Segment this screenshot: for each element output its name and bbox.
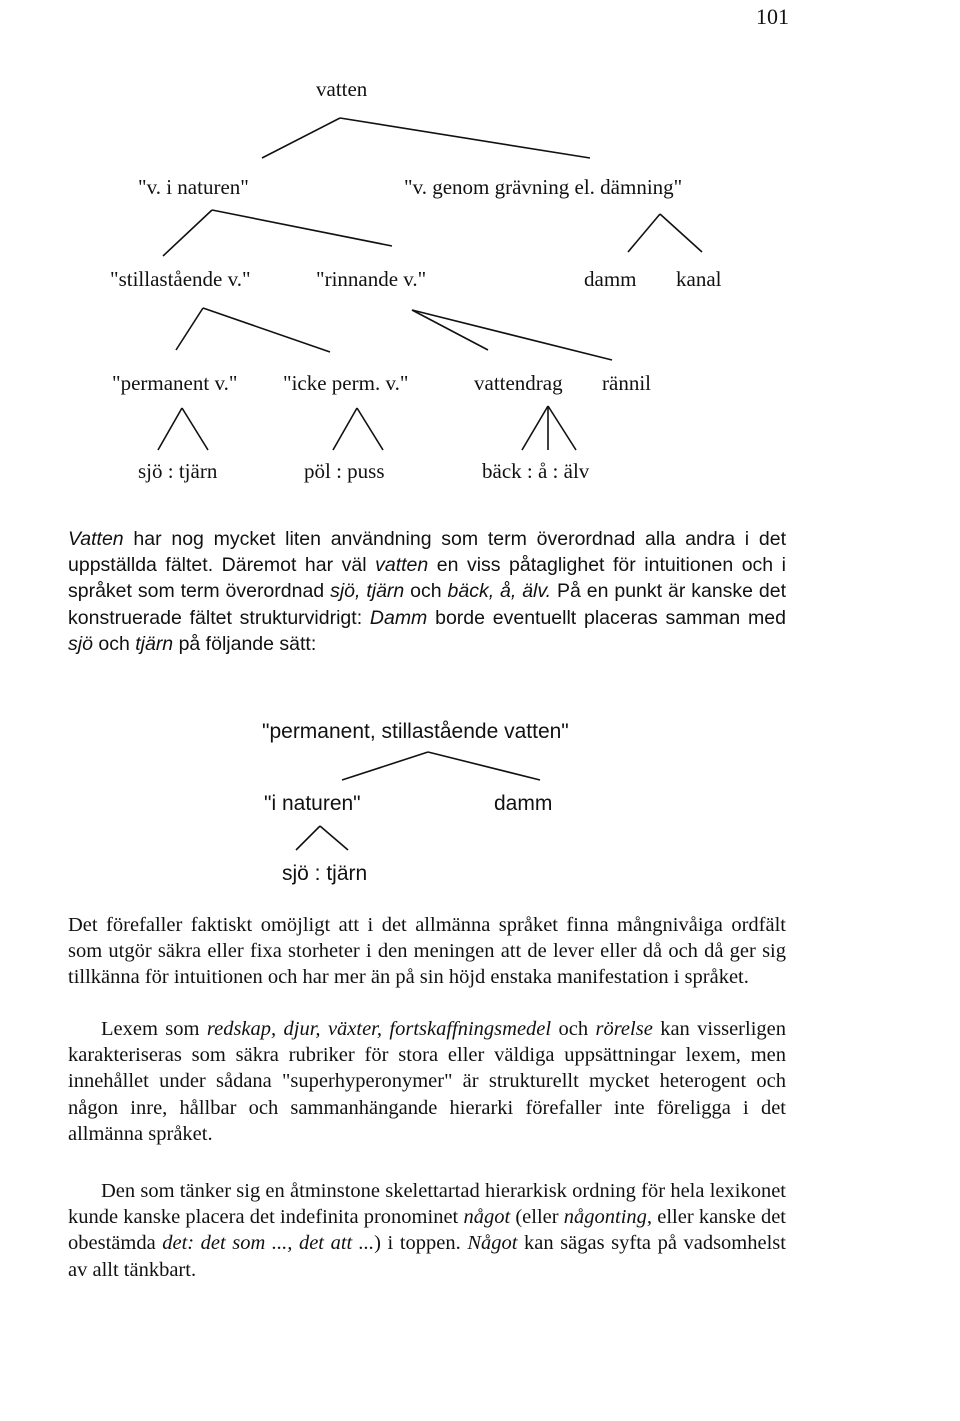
node-i-naturen: "i naturen"	[264, 792, 361, 815]
paragraph-lexem: Lexem som redskap, djur, växter, fortskaffningsmedel och rörelse kan visserligen karakteriseras som säkra rubriker för stora eller väldiga uppsättningar lexem, men innehållet under sådana "superhyperonymer" är strukturellt mycket heterogent och någon inre, hållbar och sammanhängande hierarki förefaller inte föreligga i det allmänna språket.	[68, 1018, 786, 1145]
node-stillastaende: "stillastående v."	[110, 267, 251, 291]
node-sjo-tjarn: sjö : tjärn	[138, 459, 218, 483]
node-permanent-stillastaende: "permanent, stillastående vatten"	[262, 720, 569, 743]
permanent-vatten-diagram	[0, 700, 960, 900]
node-kanal: kanal	[676, 267, 722, 291]
node-damm-2: damm	[494, 792, 553, 815]
edge-icke-right	[357, 408, 383, 450]
node-rannil: rännil	[602, 371, 651, 395]
node-pol-puss: pöl : puss	[304, 459, 385, 483]
paragraph-vatten: Vatten har nog mycket liten användning som term överordnad alla andra i det uppställda fältet. Däremot har väl vatten en viss påtaglighet för intuitionen och i språket som term överordnad sjö, tjärn och bäck, å, älv. På en punkt är kanske det konstruerade fältet strukturvidrigt: Damm borde eventuellt placeras samman med sjö och tjärn på följande sätt:	[68, 528, 787, 655]
edge-stillastaende-icke	[203, 308, 330, 352]
node-icke-perm: "icke perm. v."	[283, 371, 409, 395]
paragraph-ordfalt: Det förefaller faktiskt omöjligt att i det allmänna språket finna mångnivåiga ordfält som utgör säkra eller fixa storheter i den meningen att de lever eller då och då ger sig tillkänna för intuitionen och har mer än på sin höjd enstaka manifestation i språket.	[68, 914, 786, 989]
node-rinnande: "rinnande v."	[316, 267, 427, 291]
edge-permanent-right	[182, 408, 208, 450]
edge-root-natur	[342, 752, 428, 780]
edge-gravning-kanal	[660, 214, 702, 252]
node-vattendrag: vattendrag	[474, 371, 563, 395]
edge-natur-left	[296, 826, 320, 850]
node-sjo-tjarn-2: sjö : tjärn	[282, 862, 368, 885]
paragraph-hierarki: Den som tänker sig en åtminstone skelettartad hierarkisk ordning för hela lexikonet kunde kanske placera det indefinita pronominet något (eller någonting, eller kanske det obestämda det: det som ..., det att ...) i toppen. Något kan sägas syfta på vadsomhelst av allt tänkbart.	[68, 1180, 786, 1281]
edge-natur-rinnande	[212, 210, 392, 246]
node-v-i-naturen: "v. i naturen"	[138, 175, 249, 199]
edge-permanent-left	[158, 408, 182, 450]
node-vatten: vatten	[316, 77, 368, 101]
node-v-genom-gravning: "v. genom grävning el. dämning"	[404, 175, 683, 199]
edge-vattendrag-left	[522, 406, 548, 450]
edge-natur-stillastaende	[163, 210, 212, 256]
edge-rinnande-rannil	[412, 310, 612, 360]
node-permanent: "permanent v."	[112, 371, 238, 395]
node-damm: damm	[584, 267, 637, 291]
edge-rinnande-vattendrag	[412, 310, 488, 350]
edge-vattendrag-right	[548, 406, 576, 450]
edge-vatten-natur	[262, 118, 340, 158]
edge-gravning-damm	[628, 214, 660, 252]
vatten-hierarchy-diagram	[0, 0, 960, 520]
edge-vatten-gravning	[340, 118, 590, 158]
edge-stillastaende-permanent	[176, 308, 203, 350]
node-back-a-alv: bäck : å : älv	[482, 459, 590, 483]
edge-root-damm	[428, 752, 540, 780]
edge-natur-right	[320, 826, 348, 850]
edge-icke-left	[333, 408, 357, 450]
page-number: 101	[756, 4, 789, 29]
